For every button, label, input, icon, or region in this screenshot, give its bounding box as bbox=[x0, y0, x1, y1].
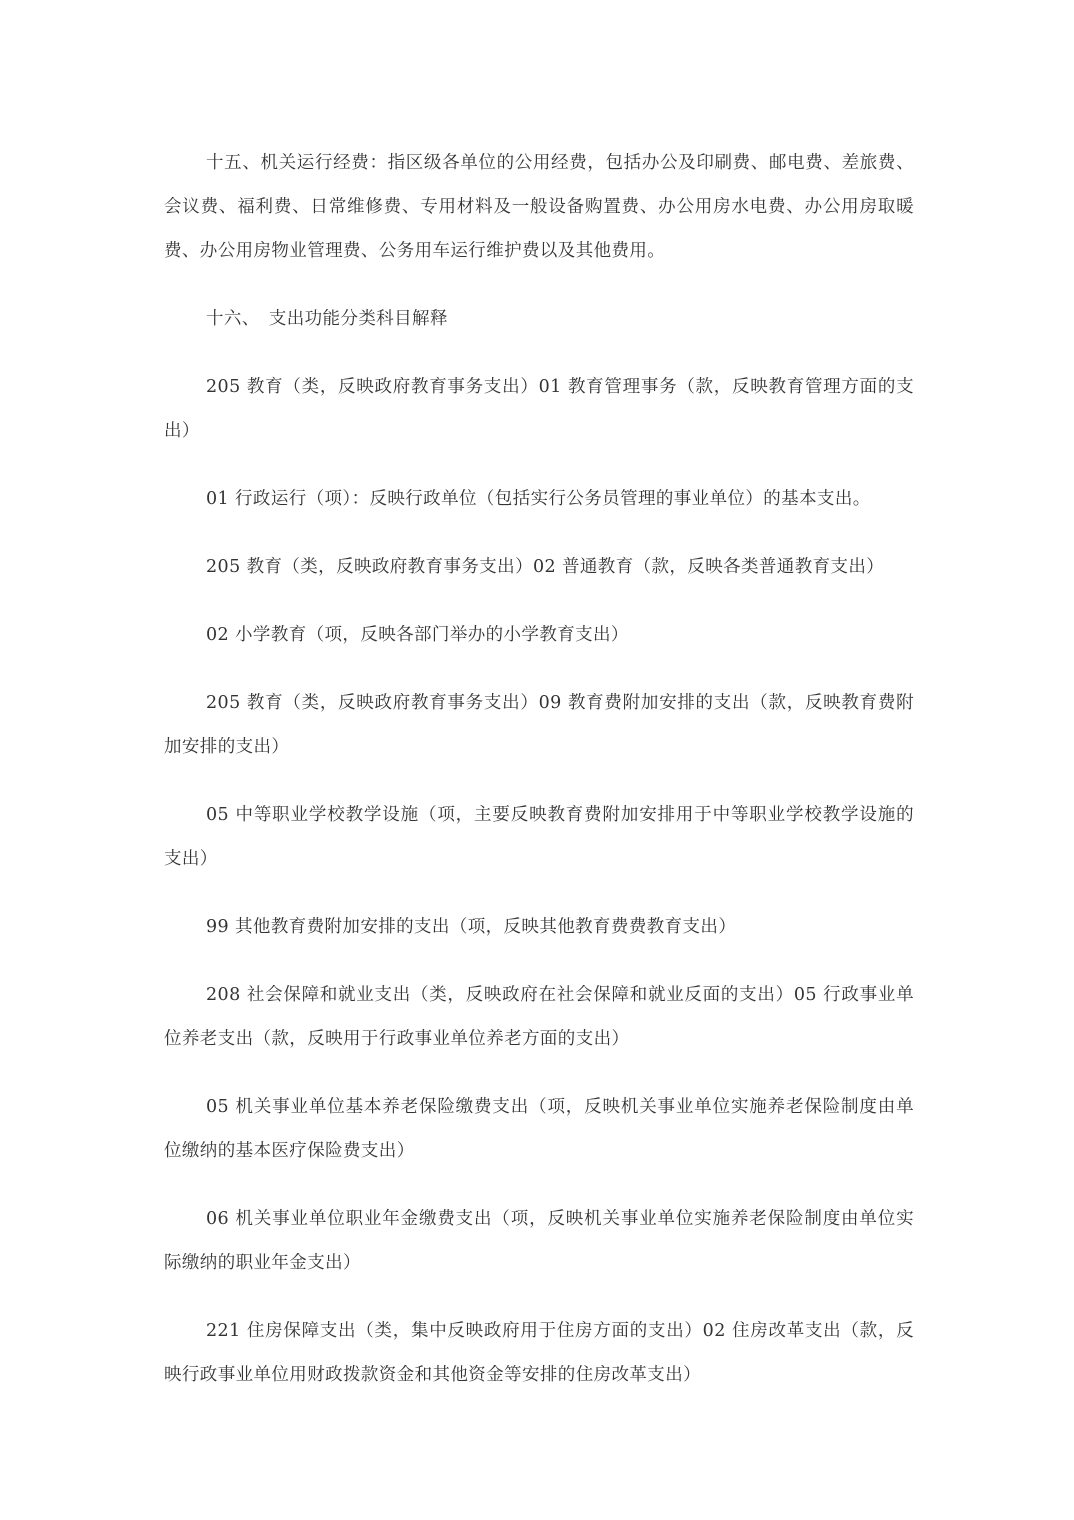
document-body bbox=[164, 141, 914, 1421]
paragraph-01-xingzheng: 01 行政运行（项）：反映行政单位（包括实行公务员管理的事业单位）的基本支出。 bbox=[206, 489, 871, 509]
paragraph-205-02: 205 教育（类，反映政府教育事务支出）02 普通教育（款，反映各类普通教育支出） bbox=[206, 557, 885, 577]
paragraph-06-nianjin: 06 机关事业单位职业年金缴费支出（项，反映机关事业单位实施养老保险制度由单位实际缴纳的职业年金支出） bbox=[164, 1209, 914, 1273]
paragraph-05-zhongzhi: 05 中等职业学校教学设施（项，主要反映教育费附加安排用于中等职业学校教学设施的支出） bbox=[164, 805, 914, 869]
paragraph-205-01: 205 教育（类，反映政府教育事务支出）01 教育管理事务（款，反映教育管理方面的支出） bbox=[164, 377, 914, 441]
paragraph-02-xiaoxue: 02 小学教育（项，反映各部门举办的小学教育支出） bbox=[206, 625, 629, 645]
paragraph-221-02: 221 住房保障支出（类，集中反映政府用于住房方面的支出）02 住房改革支出（款，反映行政事业单位用财政拨款资金和其他资金等安排的住房改革支出） bbox=[164, 1321, 914, 1385]
paragraph-05-yanglao: 05 机关事业单位基本养老保险缴费支出（项，反映机关事业单位实施养老保险制度由单位缴纳的基本医疗保险费支出） bbox=[164, 1097, 914, 1161]
paragraph-99-qita: 99 其他教育费附加安排的支出（项，反映其他教育费费教育支出） bbox=[206, 917, 737, 937]
paragraph-jiguan-yunxing-jingfei: 十五、机关运行经费：指区级各单位的公用经费，包括办公及印刷费、邮电费、差旅费、会议费、福利费、日常维修费、专用材料及一般设备购置费、办公用房水电费、办公用房取暖费、办公用房物业管理费、公务用车运行维护费以及其他费用。 bbox=[164, 153, 914, 261]
paragraph-205-09: 205 教育（类，反映政府教育事务支出）09 教育费附加安排的支出（款，反映教育费附加安排的支出） bbox=[164, 693, 914, 757]
section-heading-16: 十六、 支出功能分类科目解释 bbox=[206, 309, 448, 329]
paragraph-208-05: 208 社会保障和就业支出（类，反映政府在社会保障和就业反面的支出）05 行政事业单位养老支出（款，反映用于行政事业单位养老方面的支出） bbox=[164, 985, 914, 1049]
